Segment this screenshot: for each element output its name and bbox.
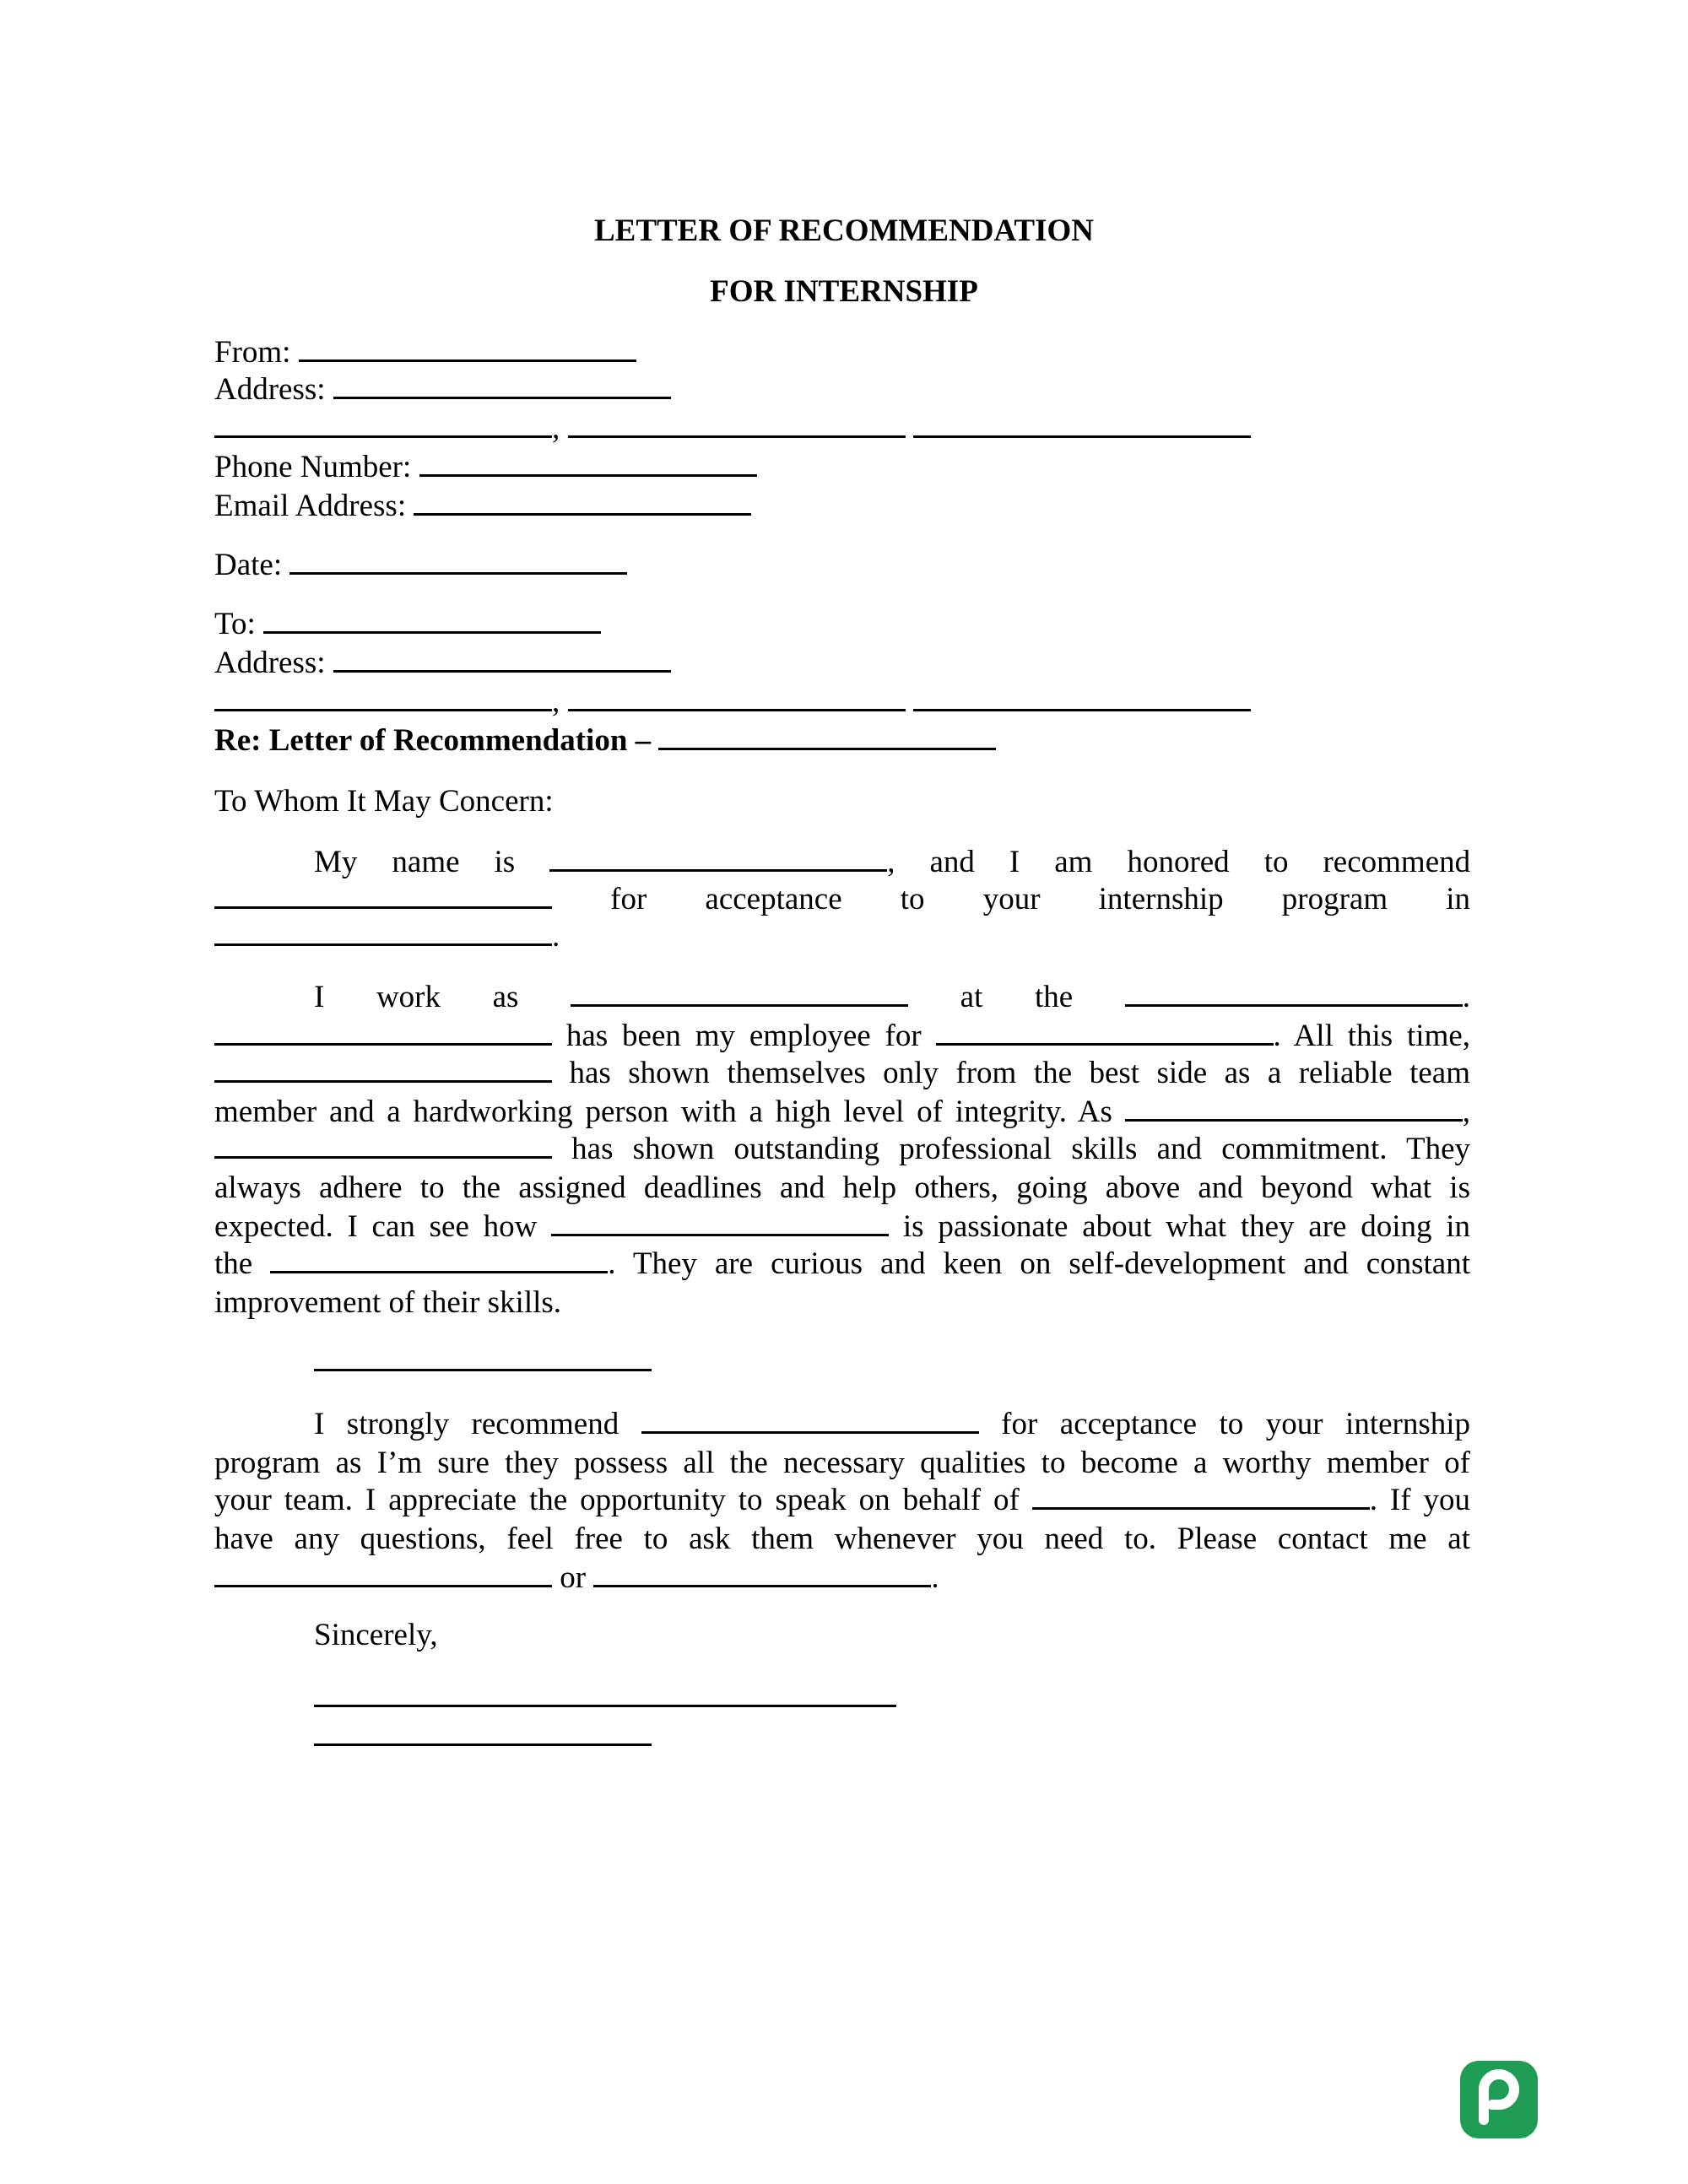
workplace-blank[interactable]: [1125, 979, 1463, 1007]
candidate-name-blank[interactable]: [214, 1018, 552, 1046]
para3-line4: have any questions, feel free to ask them whenever you need to. Please contact me at: [214, 1522, 1470, 1556]
word: work: [376, 980, 441, 1014]
to-address-line: [214, 645, 671, 682]
word: recommend: [1323, 845, 1471, 879]
to-label: To:: [214, 607, 256, 641]
comma: ,: [552, 684, 560, 719]
text: has shown themselves only from the best side as a reliable team: [569, 1056, 1471, 1090]
word: at: [960, 980, 983, 1014]
to-address-label: Address:: [214, 646, 326, 680]
date-label: Date:: [214, 548, 283, 582]
para2-line5: [214, 1131, 1470, 1168]
word: I: [1009, 845, 1020, 879]
text: has been my employee for: [565, 1019, 922, 1053]
email-blank[interactable]: [414, 488, 751, 516]
closing: Sincerely,: [314, 1618, 438, 1652]
para2-line3: [214, 1055, 1470, 1092]
para2-line2: [214, 1018, 1470, 1055]
phone-blank[interactable]: [419, 449, 757, 477]
period: .: [552, 919, 560, 954]
p-brand-icon[interactable]: [1460, 2061, 1538, 2138]
from-state-blank[interactable]: [568, 410, 906, 438]
text: . If you: [1369, 1483, 1470, 1517]
re-line: [214, 722, 996, 760]
printed-name-blank[interactable]: [314, 1718, 652, 1746]
word: acceptance: [705, 882, 842, 916]
text: has shown outstanding professional skills and commitment. They: [571, 1132, 1470, 1166]
word: the: [214, 1246, 253, 1281]
para3-line2: program as I’m sure they possess all the necessary qualities to become a worthy member of: [214, 1446, 1470, 1480]
word: name: [392, 845, 460, 879]
para3-line1: [214, 1406, 1470, 1443]
text: is passionate about what they are doing in: [902, 1209, 1471, 1244]
text: member and a hardworking person with a high level of integrity. As: [214, 1095, 1112, 1129]
word: program: [1281, 882, 1388, 916]
word: is: [494, 845, 516, 879]
from-city-blank[interactable]: [214, 410, 552, 438]
document-title: LETTER OF RECOMMENDATION: [593, 214, 1095, 248]
standalone-line: [314, 1343, 652, 1381]
comma: ,: [887, 845, 895, 879]
word: honored: [1127, 845, 1230, 879]
word: I: [314, 980, 325, 1014]
from-label: From:: [214, 335, 291, 370]
candidate-name-blank[interactable]: [551, 1208, 889, 1236]
para3-line3: [214, 1482, 1470, 1519]
duration-blank[interactable]: [936, 1018, 1274, 1046]
date-line: [214, 547, 627, 584]
from-address-label: Address:: [214, 372, 326, 407]
candidate-name-blank[interactable]: [214, 1131, 552, 1159]
contact-phone-blank[interactable]: [214, 1560, 552, 1587]
from-line: [214, 334, 636, 371]
candidate-name-blank[interactable]: [641, 1406, 979, 1434]
email-line: [214, 488, 751, 525]
word: as: [492, 980, 519, 1014]
from-name-blank[interactable]: [299, 334, 636, 362]
to-address-blank[interactable]: [333, 645, 671, 673]
text: expected. I can see how: [214, 1209, 538, 1244]
text: your team. I appreciate the opportunity to speak on behalf of: [214, 1483, 1020, 1517]
para2-line4: [214, 1094, 1470, 1131]
para2-line9: improvement of their skills.: [214, 1285, 562, 1320]
salutation: To Whom It May Concern:: [214, 784, 554, 819]
signature-line: [314, 1679, 896, 1716]
text: . They are curious and keen on self-development and constant: [608, 1246, 1470, 1281]
word: to: [1263, 845, 1289, 879]
document-subtitle: FOR INTERNSHIP: [710, 274, 978, 309]
candidate-name-blank[interactable]: [1032, 1482, 1370, 1510]
text: I strongly recommend: [314, 1407, 619, 1441]
para1-line3: [214, 918, 560, 955]
to-city-line: [214, 684, 1251, 721]
email-label: Email Address:: [214, 489, 407, 523]
role-blank[interactable]: [1125, 1094, 1463, 1122]
word: internship: [1098, 882, 1224, 916]
para1-line1: [214, 844, 1470, 881]
position-blank[interactable]: [571, 979, 908, 1007]
to-line: [214, 606, 601, 643]
phone-line: [214, 449, 757, 486]
period: .: [1462, 980, 1471, 1014]
word: in: [1446, 882, 1471, 916]
re-name-blank[interactable]: [658, 722, 996, 750]
word: for: [610, 882, 647, 916]
field-blank[interactable]: [270, 1246, 608, 1273]
to-name-blank[interactable]: [263, 606, 601, 634]
from-address-line: [214, 371, 671, 408]
para2-line8: [214, 1246, 1470, 1283]
phone-label: Phone Number:: [214, 450, 412, 484]
company-blank[interactable]: [214, 918, 552, 946]
to-state-blank[interactable]: [568, 684, 906, 711]
text: . All this time,: [1273, 1019, 1471, 1053]
word: your: [982, 882, 1041, 916]
para1-line2: [214, 881, 1470, 918]
to-city-blank[interactable]: [214, 684, 552, 711]
from-city-line: [214, 410, 1251, 447]
printed-name-line: [314, 1718, 652, 1755]
signature-blank[interactable]: [314, 1679, 896, 1707]
para3-line5: [214, 1560, 939, 1597]
word: the: [1034, 980, 1074, 1014]
re-label: Re: Letter of Recommendation –: [214, 723, 652, 758]
comma: ,: [1462, 1095, 1471, 1129]
additional-blank[interactable]: [314, 1343, 652, 1371]
para2-line7: [214, 1208, 1470, 1246]
to-zip-blank[interactable]: [913, 684, 1251, 711]
word: or: [560, 1560, 587, 1595]
para2-line6: always adhere to the assigned deadlines and help others, going above and beyond what is: [214, 1170, 1470, 1205]
word: My: [314, 845, 358, 879]
period: .: [931, 1560, 939, 1595]
contact-email-blank[interactable]: [593, 1560, 931, 1587]
para2-line1: [214, 979, 1470, 1016]
date-blank[interactable]: [289, 547, 627, 575]
from-zip-blank[interactable]: [913, 410, 1251, 438]
text: for acceptance to your internship: [1001, 1407, 1471, 1441]
recommender-name-blank[interactable]: [549, 844, 887, 872]
word: am: [1054, 845, 1093, 879]
comma: ,: [552, 411, 560, 446]
word: and: [929, 845, 975, 879]
word: to: [900, 882, 925, 916]
candidate-name-blank[interactable]: [214, 881, 552, 909]
candidate-name-blank[interactable]: [214, 1055, 552, 1083]
from-address-blank[interactable]: [333, 371, 671, 399]
